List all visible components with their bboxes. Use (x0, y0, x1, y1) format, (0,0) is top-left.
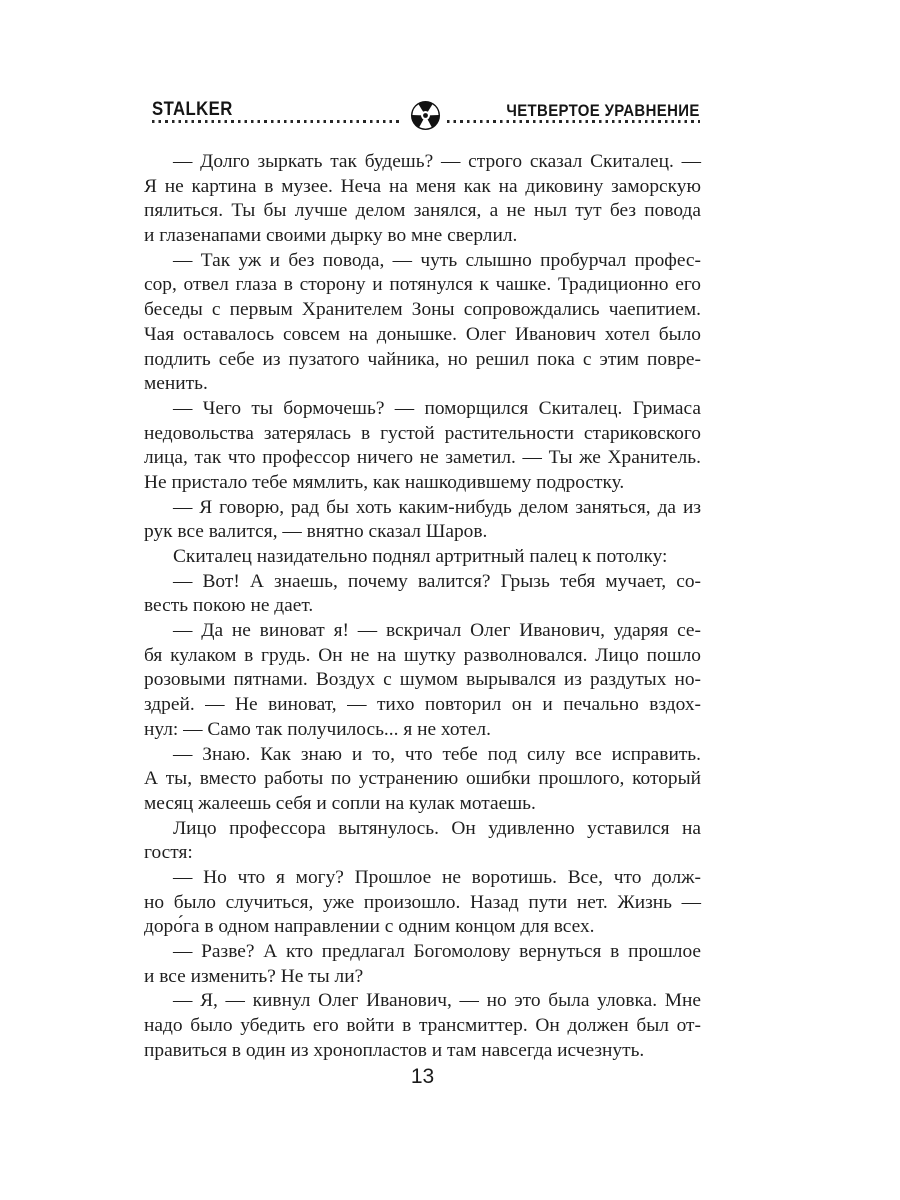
paragraph (144, 866, 701, 940)
text-line: беседы с первым Хранителем Зоны сопровождались чаепитием. (144, 299, 701, 321)
paragraph (144, 989, 701, 1063)
text-line: правиться в один из хронопластов и там навсегда исчезнуть. (144, 1039, 645, 1061)
text-line: — Долго зыркать так будешь? — строго сказал Скиталец. — (173, 151, 701, 172)
paragraph (144, 743, 701, 817)
text-line: — Но что я могу? Прошлое не воротишь. Все, что долж- (173, 866, 701, 888)
text-line: Скиталец назидательно поднял артритный палец к потолку: (173, 546, 668, 567)
text-line: Не пристало тебе мямлить, как нашкодившему подростку. (144, 471, 625, 493)
text-line: бя кулаком в грудь. Он не на шутку разволновался. Лицо пошло (144, 644, 701, 666)
text-line: и глазенапами своими дырку во мне сверлил. (144, 225, 518, 247)
radiation-trefoil-icon (410, 100, 441, 131)
text-line: весть покою не дает. (144, 595, 314, 617)
paragraph (144, 570, 701, 619)
text-line: лица, так что профессор ничего не заметил. — Ты же Хранитель. (144, 447, 701, 469)
text-line: А ты, вместо работы по устранению ошибки прошлого, который (144, 768, 701, 790)
paragraph (144, 545, 701, 570)
text-line: — Да не виноват я! — вскричал Олег Иванович, ударяя се- (173, 620, 701, 642)
chapter-title-label: ЧЕТВЕРТОЕ УРАВНЕНИЕ (506, 101, 700, 120)
text-line: — Я, — кивнул Олег Иванович, — но это была уловка. Мне (173, 990, 701, 1012)
text-line: доро́га в одном направлении с одним концом для всех. (144, 916, 595, 938)
paragraph (144, 150, 701, 249)
series-label: STALKER (152, 99, 233, 120)
text-line: Лицо профессора вытянулось. Он удивленно уставился на (173, 817, 701, 839)
paragraph (144, 817, 701, 866)
text-line: менить. (144, 373, 208, 395)
text-line: сор, отвел глаза в сторону и потянулся к чашке. Традиционно его (144, 274, 701, 296)
text-line: — Знаю. Как знаю и то, что тебе под силу все исправить. (173, 743, 701, 765)
text-line: но было случиться, уже произошло. Назад пути нет. Жизнь — (144, 891, 701, 913)
text-line: — Чего ты бормочешь? — поморщился Скиталец. Гримаса (173, 397, 701, 419)
paragraph (144, 619, 701, 742)
text-line: розовыми пятнами. Воздух с шумом вырывался из раздутых но- (144, 669, 701, 691)
text-line: недовольства затерялась в густой растительности стариковского (144, 422, 701, 444)
paragraph (144, 940, 701, 989)
page-body (144, 150, 701, 1063)
text-line: здрей. — Не виноват, — тихо повторил он и печально вздох- (144, 694, 701, 716)
page-number: 13 (410, 1065, 435, 1088)
text-line: нул: — Само так получилось... я не хотел. (144, 718, 491, 740)
text-line: — Так уж и без повода, — чуть слышно пробурчал профес- (173, 249, 701, 271)
text-line: — Я говорю, рад бы хоть каким-нибудь делом заняться, да из (173, 496, 701, 518)
dotted-rule-left (152, 120, 403, 123)
dotted-rule-right (447, 120, 700, 123)
text-line: гостя: (144, 842, 193, 864)
running-head (152, 99, 700, 133)
text-line: подлить себе из пузатого чайника, но решил пока с этим повре- (144, 348, 701, 370)
text-line: — Разве? А кто предлагал Богомолову вернуться в прошлое (173, 941, 701, 962)
paragraph (144, 397, 701, 496)
text-line: и все изменить? Не ты ли? (144, 965, 364, 987)
paragraph (144, 249, 701, 397)
text-line: Я не картина в музее. Неча на меня как на диковину заморскую (144, 175, 701, 197)
text-line: пялиться. Ты бы лучше делом занялся, а не ныл тут без повода (144, 200, 701, 222)
paragraph (144, 496, 701, 545)
text-line: надо было убедить его войти в трансмиттер. Он должен был от- (144, 1015, 701, 1037)
text-line: — Вот! А знаешь, почему валится? Грызь тебя мучает, со- (173, 570, 701, 592)
text-line: Чая оставалось совсем на донышке. Олег Иванович хотел было (144, 323, 701, 345)
text-line: рук все валится, — внятно сказал Шаров. (144, 521, 488, 543)
text-line: месяц жалеешь себя и сопли на кулак мотаешь. (144, 792, 536, 814)
